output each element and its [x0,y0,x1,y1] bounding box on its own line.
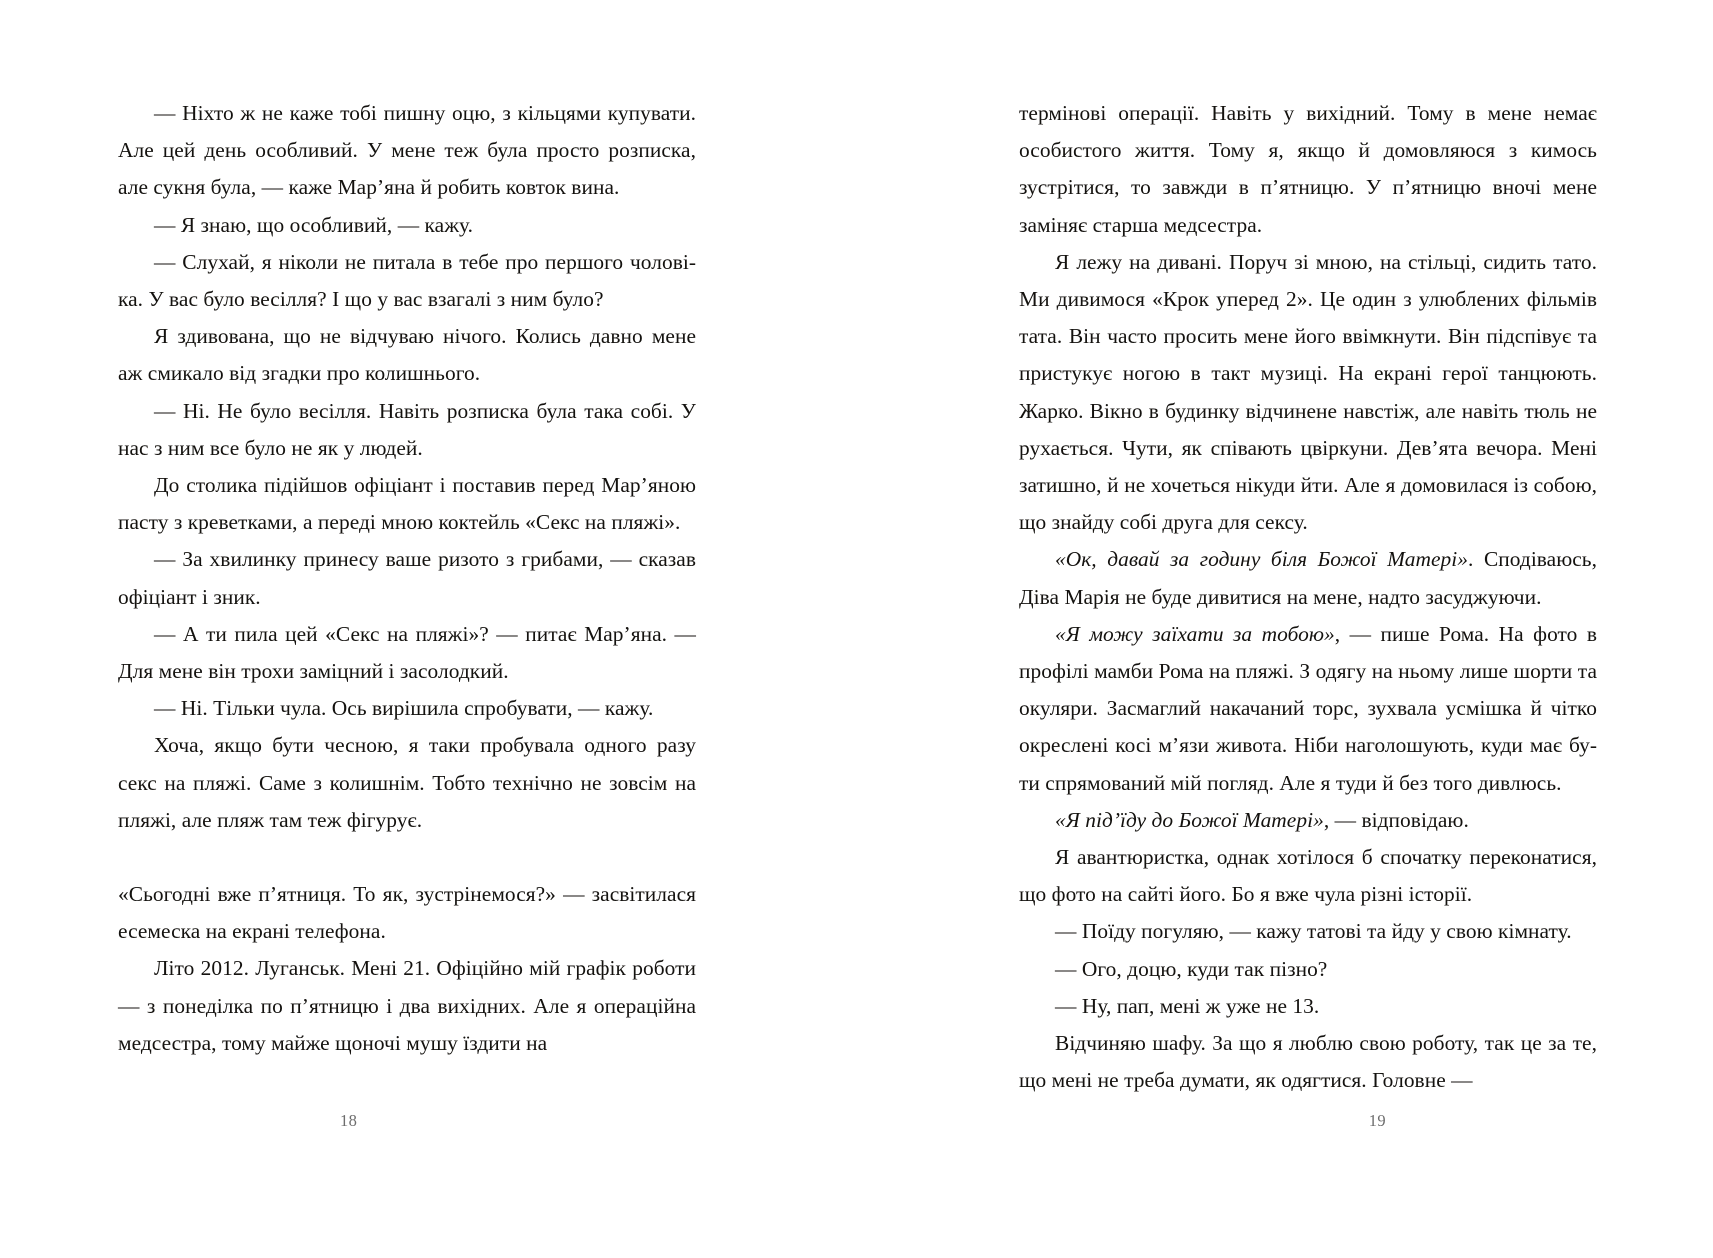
paragraph: Я здивована, що не відчуваю нічого. Колись давно мене аж смикало від згадки про колишнього. [118,324,696,386]
paragraph: Я лежу на дивані. Поруч зі мною, на стільці, сидить тато. Ми дивимося «Крок уперед 2». Це один з улюблених фільмів тата. Він часто просить мене його ввімкнути. Він підспівує та пристукує ногою в такт музиці. На екрані герої танцюють. Жарко. Вікно в будинку відчинене навстіж, але навіть тюль не рухається. Чути, як співають цвіркуни. Дев’ята вечора. Мені затишно, й не хочеться нікуди йти. Але я домовилася із собою, що знайду собі друга для сексу. [1019,249,1597,535]
paragraph: «Сьогодні вже п’ятниця. То як, зустрінемося?» — засвітилася есемеска на екрані телефона. [118,882,696,944]
paragraph [1019,541,1597,615]
paragraph: — Ого, доцю, куди так пізно? [1055,956,1328,981]
italic-message-text: «Я можу заїхати за тобою» [1055,621,1335,646]
italic-message-text: «Я під’їду до Божої Матері» [1055,807,1324,832]
page-number-right: 19 [1368,1111,1386,1130]
page-number-left: 18 [340,1111,358,1130]
paragraph: термінові операції. Навіть у вихідний. Тому в мене немає особистого життя. Тому я, якщо й домовляюся з кимось зустрітися, то завжди в п’ятницю. У п’ятницю вночі мене заміняє старша медсестра. [1019,101,1597,237]
paragraph: — А ти пила цей «Секс на пляжі»? — питає Мар’яна. — Для мене він трохи заміцний і засолодкий. [118,621,696,684]
paragraph: — За хвилинку принесу ваше ризото з грибами, — сказав офіціант і зник. [118,547,696,609]
italic-message-text: «Ок, давай за годину біля Божої Матері» [1055,547,1469,572]
paragraph: — Слухай, я ніколи не питала в тебе про першого чоловіка. У вас було весілля? І що у вас взагалі з ним було? [118,249,696,312]
page-right [856,0,1712,1258]
paragraph: До столика підійшов офіціант і поставив перед Мар’яною пасту з креветками, а переді мною коктейль «Секс на пляжі». [118,473,696,535]
paragraph: — Я знаю, що особливий, — кажу. [154,212,474,237]
paragraph-text: . Сподіваюсь, Діва Марія не буде дивитися на мене, надто засуджуючи. [1019,547,1597,609]
paragraph: Літо 2012. Луганськ. Мені 21. Офіційно мій графік роботи — з понеділка по п’ятницю і два вихідних. Але я операційна медсестра, тому майже щоночі мушу їздити на [118,956,696,1055]
paragraph: Відчиняю шафу. За що я люблю свою роботу, так це за те, що мені не треба думати, як одягтися. Головне — [1019,1031,1597,1093]
paragraph: — Поїду погуляю, — кажу татові та йду у свою кімнату. [1055,919,1572,944]
paragraph [1019,802,1597,839]
paragraph: Хоча, якщо бути чесною, я таки пробувала одного разу секс на пляжі. Саме з колишнім. Тобто технічно не зовсім на пляжі, але пляж там теж фігурує. [118,733,696,832]
page-left [0,0,856,1258]
paragraph-text: , — відповідаю. [1323,807,1469,832]
paragraph-text: , — пише Рома. На фото в профілі мамби Рома на пляжі. З одягу на ньому лише шорти та окуляри. Засмаглий накачаний торс, зухвала усмішка й чітко окреслені косі м’язи живота. Ніби наголошують, куди має бути спрямований мій погляд. Але я туди й без того дивлюсь. [1019,621,1598,795]
right-page-text-block [1019,95,1597,1099]
paragraph: — Ні. Не було весілля. Навіть розписка була така собі. У нас з ним все було не як у людей. [118,398,696,460]
paragraph: — Ну, пап, мені ж уже не 13. [1055,993,1320,1018]
paragraph: — Ніхто ж не каже тобі пишну оцю, з кільцями купувати. Але цей день особливий. У мене теж була просто розписка, але сукня була, — каже Мар’яна й робить ковток вина. [118,101,696,200]
paragraph: Я авантюристка, однак хотілося б спочатку переконатися, що фото на сайті його. Бо я вже чула різні історії. [1019,845,1597,907]
left-page-text-block [118,95,696,1062]
paragraph: — Ні. Тільки чула. Ось вирішила спробувати, — кажу. [154,696,654,721]
paragraph [1019,616,1597,802]
